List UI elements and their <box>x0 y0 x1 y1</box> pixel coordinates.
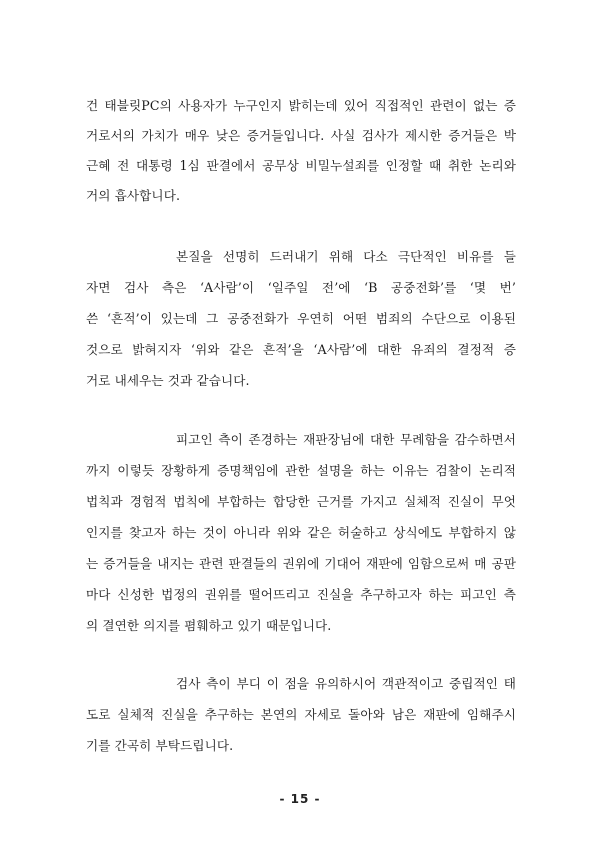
paragraph-line: 건 태블릿PC의 사용자가 누구인지 밝히는데 있어 직접적인 관련이 없는 증 <box>86 98 516 113</box>
paragraph-line: 의 결연한 의지를 폄훼하고 있기 때문입니다. <box>86 618 332 633</box>
paragraph-line: 까지 이렇듯 장황하게 증명책임에 관한 설명을 하는 이유는 검찰이 논리적 <box>86 463 516 478</box>
paragraph-line: 마다 신성한 법정의 권위를 떨어뜨리고 진실을 추구하고자 하는 피고인 측 <box>86 587 516 602</box>
paragraph-line: 인지를 찾고자 하는 것이 아니라 위와 같은 허술하고 상식에도 부합하지 않 <box>86 525 516 540</box>
paragraph-line: 자면 검사 측은 ‘A사람’이 ‘일주일 전’에 ‘B 공중전화’를 ‘몇 번’ <box>86 280 516 295</box>
paragraph-line: 법칙과 경험적 법칙에 부합하는 합당한 근거를 가지고 실체적 진실이 무엇 <box>86 494 516 509</box>
paragraph-line: 거의 흡사합니다. <box>86 188 181 203</box>
paragraph-line: 것으로 밝혀지자 ‘위와 같은 흔적’을 ‘A사람’에 대한 유죄의 결정적 증 <box>86 342 516 357</box>
paragraph-line: 도로 실체적 진실을 추구하는 본연의 자세로 돌아와 남은 재판에 임해주시 <box>86 707 516 722</box>
paragraph-line: 쓴 ‘흔적’이 있는데 그 공중전화가 우연히 어떤 범죄의 수단으로 이용된 <box>86 311 516 326</box>
paragraph-line: 거로 내세우는 것과 같습니다. <box>86 373 250 388</box>
paragraph-line: 근혜 전 대통령 1심 판결에서 공무상 비밀누설죄를 인정할 때 취한 논리와 <box>86 158 516 173</box>
paragraph-line: 기를 간곡히 부탁드립니다. <box>86 738 234 753</box>
paragraph-line: 거로서의 가치가 매우 낮은 증거들입니다. 사실 검사가 제시한 증거들은 박 <box>86 128 516 143</box>
paragraph-line: 피고인 측이 존경하는 재판장님에 대한 무례함을 감수하면서 <box>176 432 516 447</box>
page-number: - 15 - <box>279 792 321 806</box>
paragraph-line: 본질을 선명히 드러내기 위해 다소 극단적인 비유를 들 <box>176 249 516 264</box>
paragraph-line: 검사 측이 부디 이 점을 유의하시어 객관적이고 중립적인 태 <box>176 676 516 691</box>
paragraph-line: 는 증거들을 내지는 관련 판결들의 권위에 기대어 재판에 임함으로써 매 공판 <box>86 556 516 571</box>
